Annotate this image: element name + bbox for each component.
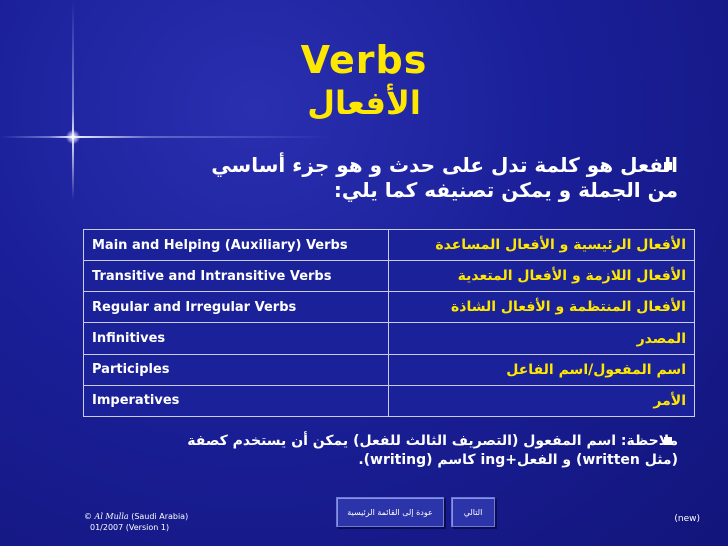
arabic-cell: الأفعال الرئيسية و الأفعال المساعدة bbox=[389, 230, 695, 261]
slide-title-english: Verbs bbox=[300, 38, 428, 82]
table-row bbox=[84, 323, 695, 354]
definition-bullet bbox=[98, 153, 678, 203]
table-row bbox=[84, 354, 695, 385]
author-name: Al Mulla bbox=[94, 512, 129, 521]
arabic-cell: الأفعال اللازمة و الأفعال المتعدية bbox=[389, 261, 695, 292]
arabic-cell: اسم المفعول/اسم الفاعل bbox=[389, 354, 695, 385]
arabic-cell: الأمر bbox=[389, 385, 695, 416]
next-button[interactable]: التالي bbox=[451, 497, 495, 527]
definition-line-2: من الجملة و يمكن تصنيفه كما يلي: bbox=[333, 178, 678, 202]
note-line-2: (مثل written) و الفعل+ing كاسم (writing). bbox=[358, 452, 678, 468]
table-row bbox=[84, 230, 695, 261]
new-link[interactable]: (new) bbox=[674, 514, 700, 524]
english-cell: Regular and Irregular Verbs bbox=[84, 292, 389, 323]
lens-flare-horizontal bbox=[0, 136, 330, 138]
english-cell: Participles bbox=[84, 354, 389, 385]
table-row bbox=[84, 292, 695, 323]
footer-credits bbox=[84, 511, 188, 533]
definition-line-1: الفعل هو كلمة تدل على حدث و هو جزء أساسي bbox=[211, 153, 678, 177]
table-row bbox=[84, 261, 695, 292]
verb-types-table bbox=[83, 229, 695, 417]
english-cell: Main and Helping (Auxiliary) Verbs bbox=[84, 230, 389, 261]
author-country: (Saudi Arabia) bbox=[131, 512, 189, 521]
slide-title-arabic: الأفعال bbox=[307, 84, 421, 122]
english-cell: Transitive and Intransitive Verbs bbox=[84, 261, 389, 292]
copyright-symbol: © bbox=[84, 512, 92, 521]
arabic-cell: الأفعال المنتظمة و الأفعال الشاذة bbox=[389, 292, 695, 323]
english-cell: Imperatives bbox=[84, 385, 389, 416]
main-menu-button[interactable]: عودة إلى القائمة الرئيسية bbox=[336, 497, 444, 527]
note-bullet bbox=[78, 432, 678, 470]
english-cell: Infinitives bbox=[84, 323, 389, 354]
version-text: 01/2007 (Version 1) bbox=[90, 523, 170, 532]
table-row bbox=[84, 385, 695, 416]
lens-flare-center bbox=[66, 130, 80, 144]
note-line-1: ملاحظة: اسم المفعول (التصريف الثالث للفعل) يمكن أن يستخدم كصفة bbox=[187, 433, 678, 449]
arabic-cell: المصدر bbox=[389, 323, 695, 354]
